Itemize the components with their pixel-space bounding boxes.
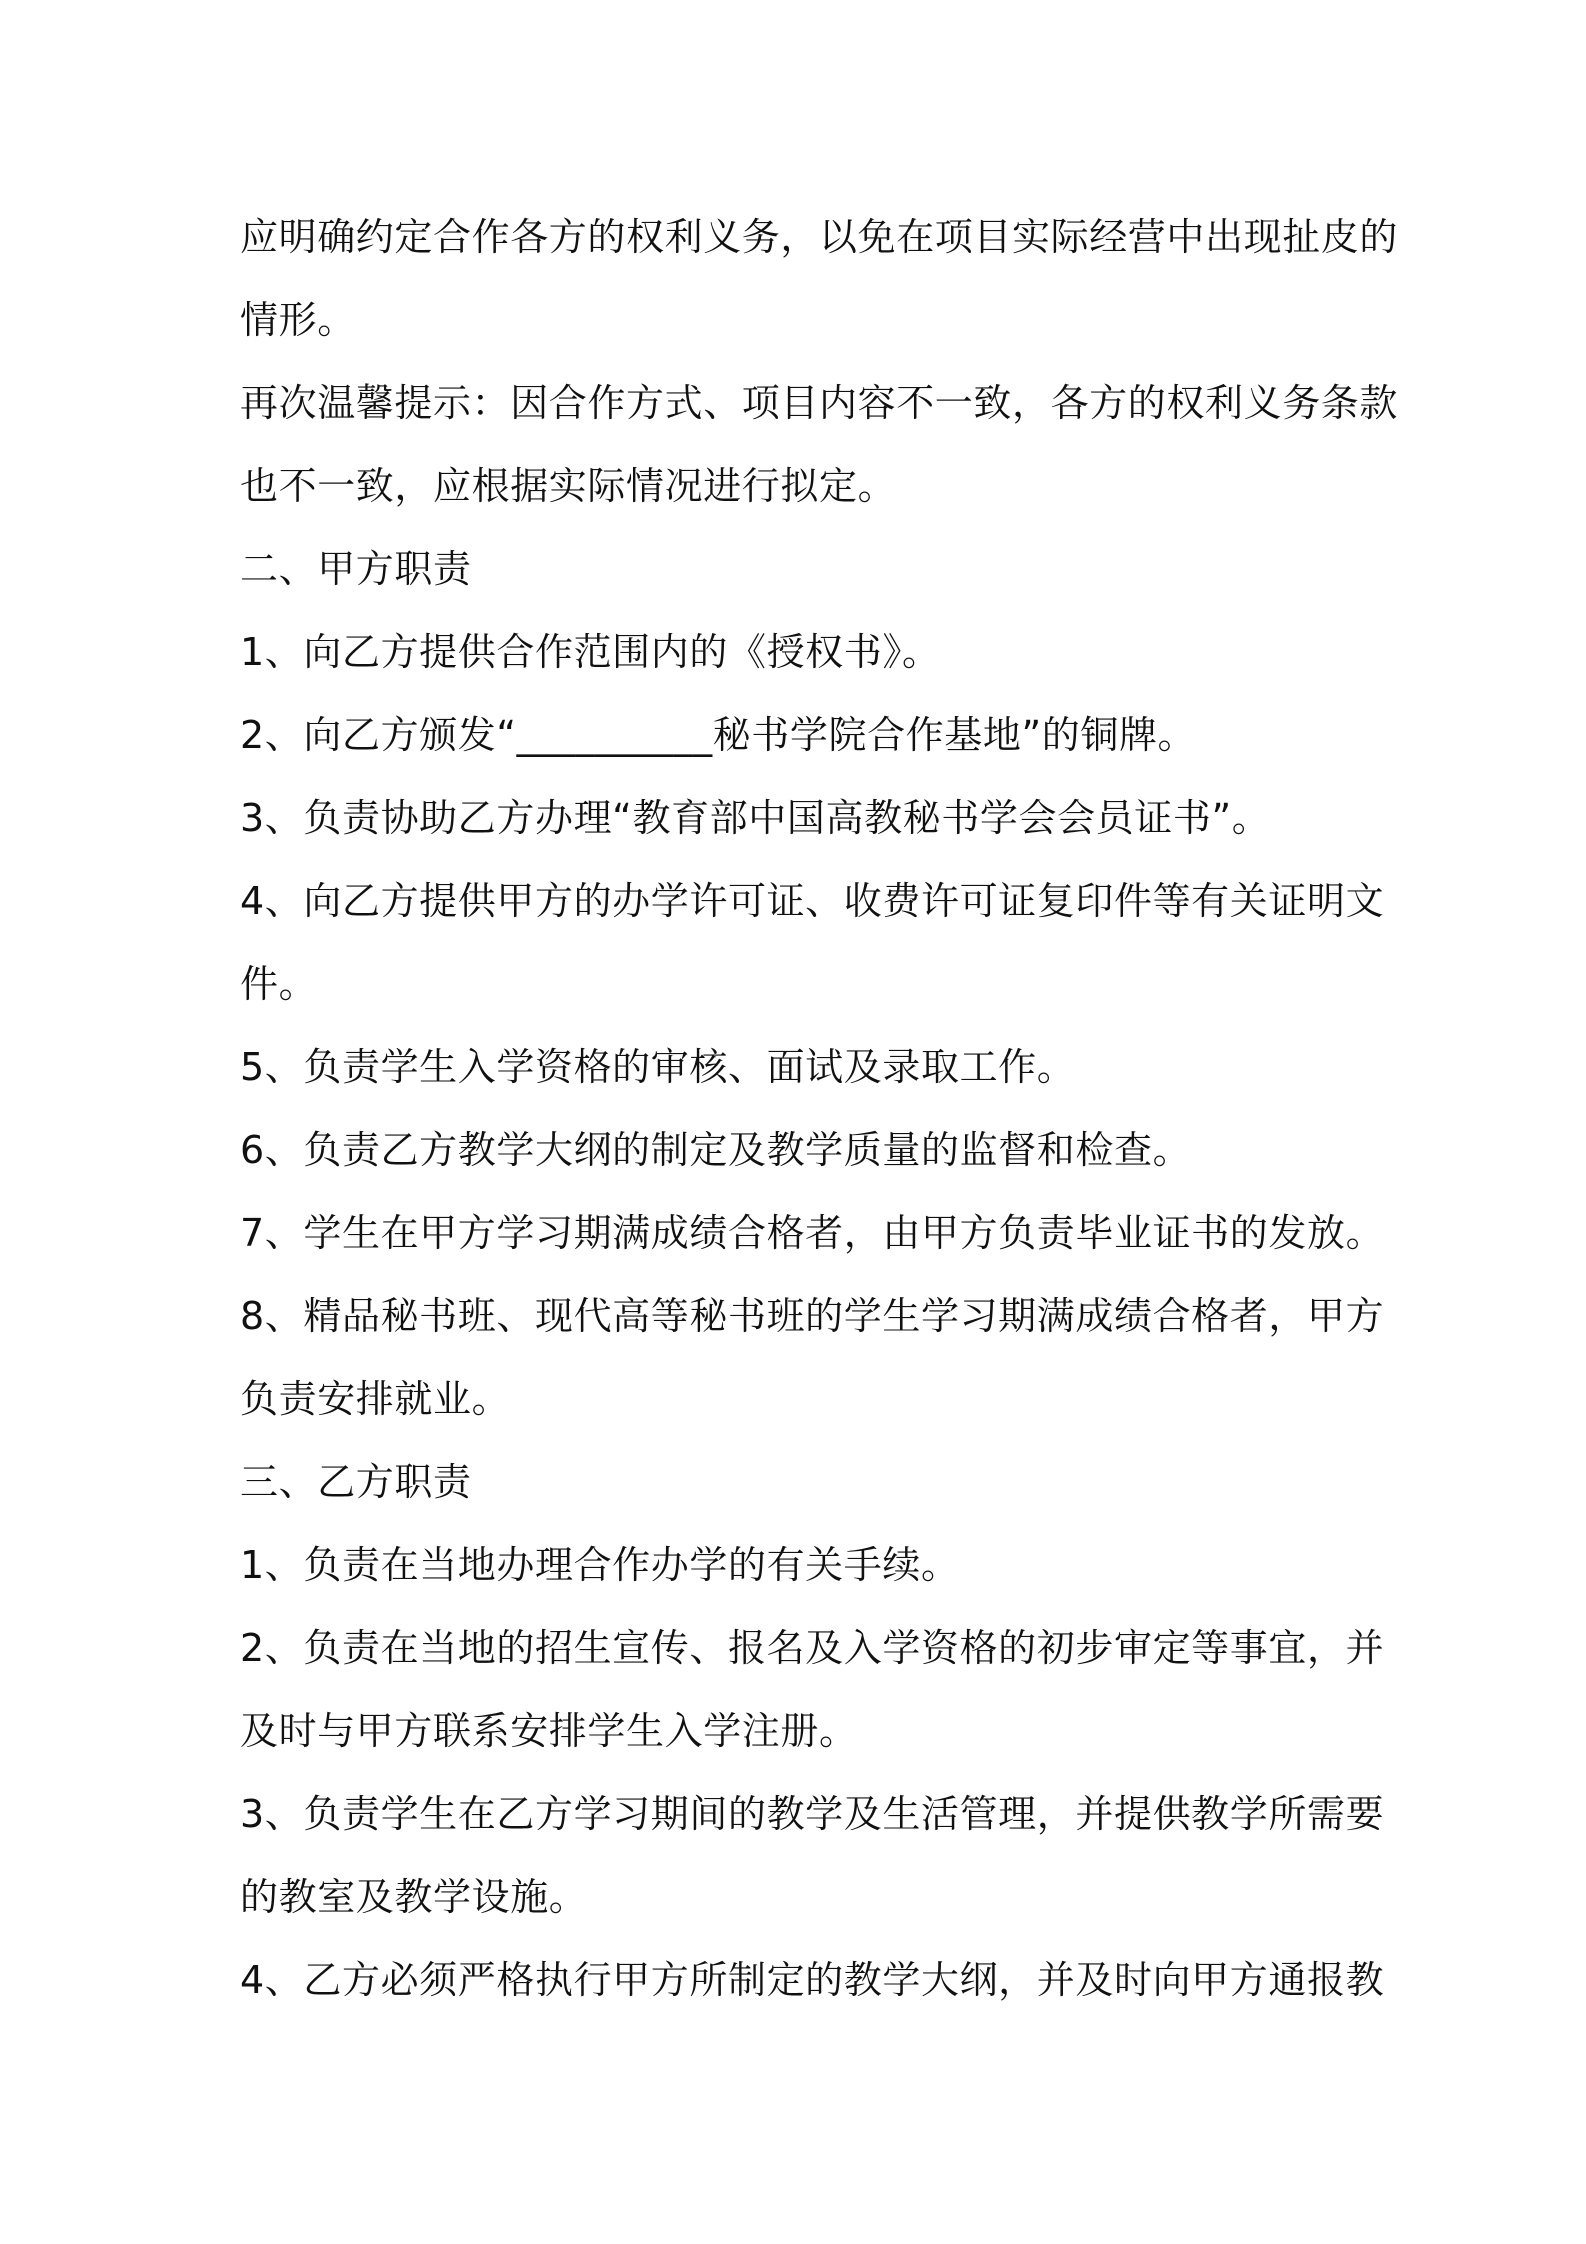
list-item: 2、负责在当地的招生宣传、报名及入学资格的初步审定等事宜，并	[240, 1626, 1385, 1670]
list-item: 1、负责在当地办理合作办学的有关手续。	[240, 1543, 960, 1587]
list-item-continuation: 及时与甲方联系安排学生入学注册。	[240, 1709, 858, 1753]
text-line: 也不一致，应根据实际情况进行拟定。	[240, 464, 897, 508]
text-line: 情形。	[240, 298, 356, 342]
list-item: 6、负责乙方教学大纲的制定及教学质量的监督和检查。	[240, 1128, 1192, 1172]
list-item: 8、精品秘书班、现代高等秘书班的学生学习期满成绩合格者，甲方	[240, 1294, 1385, 1338]
list-item: 3、负责协助乙方办理“教育部中国高教秘书学会会员证书”。	[240, 796, 1271, 840]
list-item: 4、乙方必须严格执行甲方所制定的教学大纲，并及时向甲方通报教	[240, 1958, 1385, 2002]
list-item: 2、向乙方颁发“__________秘书学院合作基地”的铜牌。	[240, 713, 1197, 757]
text-line: 再次温馨提示：因合作方式、项目内容不一致，各方的权利义务条款	[240, 381, 1399, 425]
section-heading-party-b-duties: 三、乙方职责	[240, 1460, 472, 1504]
text-line: 应明确约定合作各方的权利义务，以免在项目实际经营中出现扯皮的	[240, 215, 1399, 259]
document-body	[240, 196, 1399, 2022]
list-item: 7、学生在甲方学习期满成绩合格者，由甲方负责毕业证书的发放。	[240, 1211, 1385, 1255]
list-item-continuation: 的教室及教学设施。	[240, 1875, 588, 1919]
list-item-continuation: 件。	[240, 962, 318, 1006]
list-item: 3、负责学生在乙方学习期间的教学及生活管理，并提供教学所需要	[240, 1792, 1385, 1836]
list-item-continuation: 负责安排就业。	[240, 1377, 511, 1421]
list-item: 1、向乙方提供合作范围内的《授权书》。	[240, 630, 941, 674]
list-item: 4、向乙方提供甲方的办学许可证、收费许可证复印件等有关证明文	[240, 879, 1385, 923]
list-item: 5、负责学生入学资格的审核、面试及录取工作。	[240, 1045, 1076, 1089]
section-heading-party-a-duties: 二、甲方职责	[240, 547, 472, 591]
